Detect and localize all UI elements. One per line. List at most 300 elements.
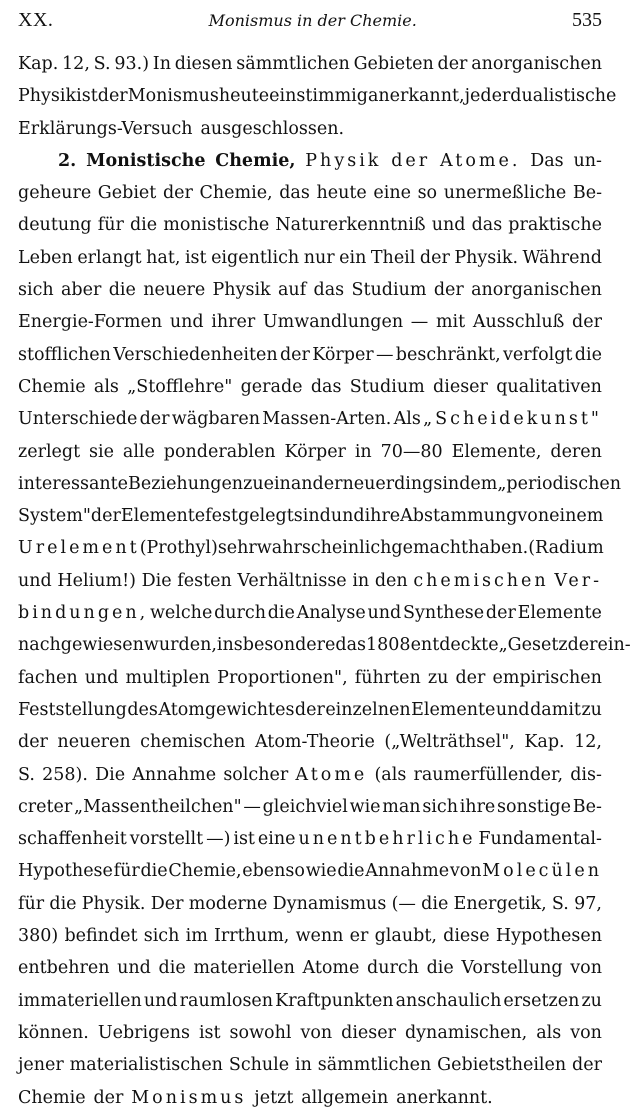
word: 93.) xyxy=(114,54,150,74)
word: Chemie xyxy=(18,1087,86,1108)
word: von xyxy=(570,1022,602,1043)
word: (als xyxy=(374,764,407,785)
word: Der xyxy=(150,893,184,914)
word: diesen xyxy=(174,54,233,74)
word: Atome xyxy=(295,764,368,785)
text-line xyxy=(18,209,602,241)
word: der xyxy=(162,183,193,204)
word: zu xyxy=(581,990,602,1011)
word: Elemente, xyxy=(451,441,542,462)
word: immateriellen xyxy=(18,990,142,1011)
word: Studium xyxy=(349,376,425,397)
text-line xyxy=(18,145,602,177)
word: das xyxy=(310,376,342,397)
word: fachen xyxy=(18,667,78,688)
word: erlangt xyxy=(77,247,142,268)
word: Energie-Formen xyxy=(18,312,163,333)
word: ebenso xyxy=(242,861,305,882)
word: und xyxy=(143,990,178,1011)
word: wurden, xyxy=(143,635,217,656)
word: der xyxy=(18,732,48,753)
word: den xyxy=(374,570,408,591)
text-line xyxy=(18,823,602,855)
word: „periodischen xyxy=(497,473,621,494)
word: 1808 xyxy=(366,635,411,656)
word: monistische xyxy=(163,215,270,236)
word: der xyxy=(572,1055,602,1076)
word: in xyxy=(354,441,372,462)
word: der xyxy=(433,280,464,301)
word: zerlegt xyxy=(18,441,81,462)
word: materialistischen xyxy=(69,1055,223,1076)
word: können. xyxy=(18,1022,89,1043)
word: Erklärungs-Versuch xyxy=(18,118,193,139)
word: der xyxy=(419,247,450,268)
word: dieser xyxy=(433,376,488,397)
word: durch xyxy=(214,603,266,624)
word: „Massentheilchen" xyxy=(74,796,242,817)
running-title: Monismus in der Chemie. xyxy=(208,10,417,30)
word: sie xyxy=(89,441,114,462)
word: und xyxy=(84,667,119,688)
word: S. xyxy=(18,764,35,785)
word: heute xyxy=(316,183,367,204)
text-line xyxy=(18,339,602,371)
word: Dynamismus xyxy=(272,893,387,914)
word: mit xyxy=(435,312,466,333)
word: schaffenheit xyxy=(18,829,127,850)
text-line xyxy=(18,985,602,1017)
word: die xyxy=(140,861,168,882)
word: anschaulich xyxy=(395,990,502,1011)
word: un- xyxy=(573,150,602,171)
word: und xyxy=(495,699,530,720)
word: eine xyxy=(257,829,296,850)
word: dem xyxy=(459,473,498,494)
word: der xyxy=(567,635,598,656)
word: eine xyxy=(373,183,411,204)
word: sehr xyxy=(217,538,257,559)
word: Annahme xyxy=(365,861,450,882)
word: die xyxy=(49,893,77,914)
word: Theil xyxy=(370,247,416,268)
text-line xyxy=(18,1017,602,1049)
word: Beziehungen xyxy=(128,473,244,494)
word: ist xyxy=(198,1022,221,1043)
word: Chemie, xyxy=(168,861,242,882)
word: Hypothesen xyxy=(495,926,602,947)
word: empirischen xyxy=(492,667,602,688)
word: 97, xyxy=(574,893,602,914)
word: festen xyxy=(177,570,232,591)
word: raumerfüllender, xyxy=(413,764,564,785)
word: 2. xyxy=(58,150,77,171)
word: ist xyxy=(233,829,255,850)
word: führten xyxy=(354,667,421,688)
word: Die xyxy=(141,570,172,591)
word: insbesondere xyxy=(216,635,336,656)
text-line xyxy=(18,48,602,80)
word: die xyxy=(108,280,136,301)
text-line xyxy=(18,500,602,532)
word: Chemie, xyxy=(215,150,296,171)
word: Elemente xyxy=(411,699,496,720)
word: Als xyxy=(393,409,421,430)
word: neuerdings xyxy=(342,473,443,494)
word: von xyxy=(300,1022,333,1043)
word: als xyxy=(536,1022,562,1043)
word: wie xyxy=(349,796,381,817)
word: ein xyxy=(339,247,367,268)
word: wahrscheinlich xyxy=(256,538,392,559)
word: praktische xyxy=(508,215,602,236)
word: Kap. xyxy=(18,54,59,74)
word: Physik. xyxy=(454,247,519,268)
text-line xyxy=(18,726,602,758)
word: die xyxy=(421,893,449,914)
word: anerkannt, xyxy=(367,86,465,107)
word: und xyxy=(169,312,204,333)
word: neuere xyxy=(143,280,206,301)
word: gleichviel xyxy=(262,796,348,817)
text-line xyxy=(18,1049,602,1081)
word: das xyxy=(279,183,310,204)
word: einzelnen xyxy=(325,699,411,720)
word: das xyxy=(471,215,503,236)
word: der xyxy=(93,1087,124,1108)
word: er xyxy=(349,926,369,947)
chapter-number: XX. xyxy=(18,8,54,31)
word: wägbaren xyxy=(171,409,261,430)
word: Kap. xyxy=(524,732,565,753)
word: Urelement xyxy=(18,538,140,559)
word: der xyxy=(139,409,170,430)
word: jetzt xyxy=(254,1087,294,1108)
word: eigentlich xyxy=(211,247,300,268)
word: ihre xyxy=(459,796,496,817)
word: festgelegt xyxy=(205,506,294,527)
word: ist xyxy=(76,86,98,107)
word: sich xyxy=(143,926,180,947)
word: Naturerkenntniß xyxy=(275,215,426,236)
word: Schule xyxy=(228,1055,290,1076)
word: Annahme xyxy=(132,764,217,785)
word: im xyxy=(185,926,208,947)
word: Chemie xyxy=(18,376,86,397)
word: allgemein xyxy=(301,1087,389,1108)
word: und xyxy=(367,603,402,624)
word: sämmtlichen xyxy=(236,54,350,74)
word: alle xyxy=(122,441,155,462)
word: aber xyxy=(61,280,102,301)
word: in xyxy=(442,473,460,494)
word: Physik. xyxy=(81,893,146,914)
word: nachgewiesen xyxy=(18,635,144,656)
word: —) xyxy=(206,829,231,850)
word: diese xyxy=(443,926,490,947)
word: 12, xyxy=(574,732,602,753)
text-line xyxy=(18,177,602,209)
word: Atom-Theorie xyxy=(254,732,375,753)
word: Analyse xyxy=(296,603,366,624)
text-line xyxy=(18,759,602,791)
word: der xyxy=(279,344,310,365)
word: Elemente xyxy=(517,603,602,624)
word: Körper xyxy=(312,344,374,365)
word: ihrer xyxy=(211,312,256,333)
word: der xyxy=(90,506,121,527)
word: Helium!) xyxy=(57,570,136,591)
word: durch xyxy=(367,958,419,979)
word: Abstammung xyxy=(400,506,518,527)
word: Irrthum, xyxy=(214,926,290,947)
word: anerkannt. xyxy=(396,1087,493,1108)
word: Energetik, xyxy=(453,893,547,914)
word: der xyxy=(437,54,468,74)
word: „Stofflehre" xyxy=(127,376,233,397)
word: in xyxy=(352,570,370,591)
text-line xyxy=(18,791,602,823)
word: „Gesetz xyxy=(498,635,568,656)
word: auf xyxy=(278,280,307,301)
word: Umwandlungen xyxy=(262,312,404,333)
word: in xyxy=(295,1055,312,1076)
word: raumlosen xyxy=(179,990,274,1011)
word: welche xyxy=(149,603,213,624)
word: Monistische xyxy=(86,150,206,171)
word: In xyxy=(152,54,171,74)
word: die xyxy=(426,958,454,979)
word: dualistische xyxy=(510,86,617,107)
word: anorganischen xyxy=(471,280,602,301)
word: beschränkt, xyxy=(395,344,501,365)
word: befindet xyxy=(64,926,138,947)
word: interessante xyxy=(18,473,129,494)
word: und xyxy=(117,958,151,979)
word: die xyxy=(337,861,365,882)
word: Leben xyxy=(18,247,73,268)
word: Verschiedenheiten xyxy=(113,344,278,365)
word: Verhältnisse xyxy=(237,570,347,591)
word: wie xyxy=(305,861,337,882)
word: zu xyxy=(243,473,264,494)
word: damit xyxy=(530,699,581,720)
text-line xyxy=(18,565,602,597)
text-line xyxy=(18,436,602,468)
text-line xyxy=(18,1082,602,1114)
word: die xyxy=(129,215,158,236)
word: — xyxy=(375,344,394,365)
word: („Welträthsel", xyxy=(384,732,515,753)
word: Vorstellung xyxy=(461,958,563,979)
word: das xyxy=(335,635,367,656)
word: Physik xyxy=(305,150,382,171)
word: jeder xyxy=(464,86,511,107)
word: zu xyxy=(581,699,602,720)
word: (Prothyl) xyxy=(139,538,218,559)
word: die xyxy=(574,344,602,365)
word: nur xyxy=(303,247,335,268)
word: Physik xyxy=(18,86,77,107)
word: Synthese xyxy=(403,603,485,624)
word: — xyxy=(410,312,429,333)
word: und xyxy=(18,570,52,591)
word: Unterschiede xyxy=(18,409,138,430)
word: die xyxy=(267,603,295,624)
word: deren xyxy=(550,441,602,462)
word: man xyxy=(382,796,421,817)
word: die xyxy=(158,958,186,979)
word: 380) xyxy=(18,926,59,947)
word: entbehren xyxy=(18,958,110,979)
word: einem xyxy=(549,506,604,527)
word: Massen-Arten. xyxy=(262,409,392,430)
text-line xyxy=(18,952,602,984)
word: zu xyxy=(427,667,449,688)
word: der xyxy=(572,312,602,333)
word: und xyxy=(330,506,365,527)
word: anorganischen xyxy=(471,54,602,74)
word: der xyxy=(455,667,486,688)
word: ponderablen xyxy=(163,441,276,462)
text-line xyxy=(18,468,621,500)
word: ersetzen xyxy=(503,990,580,1011)
word: Proportionen", xyxy=(217,667,348,688)
word: Atome. xyxy=(439,150,521,171)
word: hat, xyxy=(146,247,181,268)
word: chemischen xyxy=(413,570,549,591)
text-line xyxy=(18,371,602,403)
word: 70—80 xyxy=(380,441,443,462)
text-line xyxy=(18,855,602,887)
word: von xyxy=(449,861,482,882)
word: wenn xyxy=(295,926,344,947)
text-line xyxy=(18,694,602,726)
word: Be- xyxy=(572,183,602,204)
word: Ver- xyxy=(554,570,602,591)
word: von xyxy=(517,506,550,527)
word: multiplen xyxy=(125,667,211,688)
text-line xyxy=(18,629,631,661)
word: neueren xyxy=(57,732,131,753)
text-line xyxy=(18,888,602,920)
word: einstimmig xyxy=(269,86,368,107)
word: heute xyxy=(218,86,270,107)
word: dis- xyxy=(570,764,602,785)
word: das xyxy=(313,280,345,301)
word: dieser xyxy=(341,1022,396,1043)
word: ist xyxy=(184,247,207,268)
body-text xyxy=(18,48,631,1114)
word: für xyxy=(97,215,124,236)
word: „Scheidekunst" xyxy=(423,409,602,430)
word: haben. xyxy=(468,538,529,559)
word: für xyxy=(113,861,140,882)
word: von xyxy=(570,958,602,979)
word: chemischen xyxy=(140,732,246,753)
word: — xyxy=(243,796,261,817)
word: Monismus xyxy=(127,86,219,107)
word: deutung xyxy=(18,215,92,236)
word: Die xyxy=(95,764,126,785)
word: (Radium xyxy=(528,538,604,559)
word: Physik xyxy=(212,280,271,301)
word: jener xyxy=(18,1055,64,1076)
word: Studium xyxy=(351,280,427,301)
word: ein- xyxy=(597,635,631,656)
word: System" xyxy=(18,506,91,527)
text-line xyxy=(18,242,602,274)
word: stofflichen xyxy=(18,344,111,365)
word: bindungen, xyxy=(18,603,149,624)
word: qualitativen xyxy=(496,376,602,397)
word: Während xyxy=(522,247,602,268)
word: sämmtlichen xyxy=(317,1055,432,1076)
word: vorstellt xyxy=(129,829,204,850)
word: so xyxy=(417,183,438,204)
word: einander xyxy=(263,473,343,494)
word: des xyxy=(127,699,158,720)
text-line xyxy=(18,597,602,629)
word: dynamischen, xyxy=(404,1022,528,1043)
word: glaubt, xyxy=(374,926,437,947)
word: Gebieten xyxy=(353,54,434,74)
word: verfolgt xyxy=(503,344,573,365)
word: der xyxy=(97,86,128,107)
word: Chemie, xyxy=(199,183,273,204)
word: geheure xyxy=(18,183,92,204)
word: unentbehrliche xyxy=(298,829,476,850)
word: und xyxy=(431,215,466,236)
word: Gebietstheilen xyxy=(437,1055,567,1076)
word: der xyxy=(391,150,431,171)
text-line xyxy=(18,532,602,564)
word: der xyxy=(294,699,325,720)
word: Molecülen xyxy=(482,861,602,882)
word: Kraftpunkten xyxy=(275,990,394,1011)
word: Ausschluß xyxy=(472,312,565,333)
word: materiellen xyxy=(193,958,295,979)
text-line xyxy=(18,80,617,112)
page-header xyxy=(18,6,602,34)
word: sowohl xyxy=(229,1022,292,1043)
word: Be- xyxy=(572,796,602,817)
word: solcher xyxy=(223,764,289,785)
word: 12, xyxy=(62,54,90,74)
text-line xyxy=(18,113,602,145)
word: Monismus xyxy=(131,1087,247,1108)
page-number: 535 xyxy=(572,8,602,31)
word: der xyxy=(485,603,516,624)
text-line xyxy=(18,274,602,306)
word: (— xyxy=(391,893,416,914)
word: Elemente xyxy=(120,506,206,527)
word: gemacht xyxy=(391,538,469,559)
word: Hypothese xyxy=(18,861,113,882)
word: als xyxy=(93,376,119,397)
text-line xyxy=(18,662,602,694)
word: entdeckte xyxy=(410,635,499,656)
word: Atomgewichtes xyxy=(158,699,295,720)
word: Das xyxy=(530,150,564,171)
word: sind xyxy=(293,506,331,527)
word: unermeßliche xyxy=(443,183,567,204)
word: ihre xyxy=(364,506,401,527)
word: Feststellung xyxy=(18,699,127,720)
word: Atome xyxy=(302,958,360,979)
word: Gebiet xyxy=(97,183,157,204)
word: S. xyxy=(93,54,111,74)
